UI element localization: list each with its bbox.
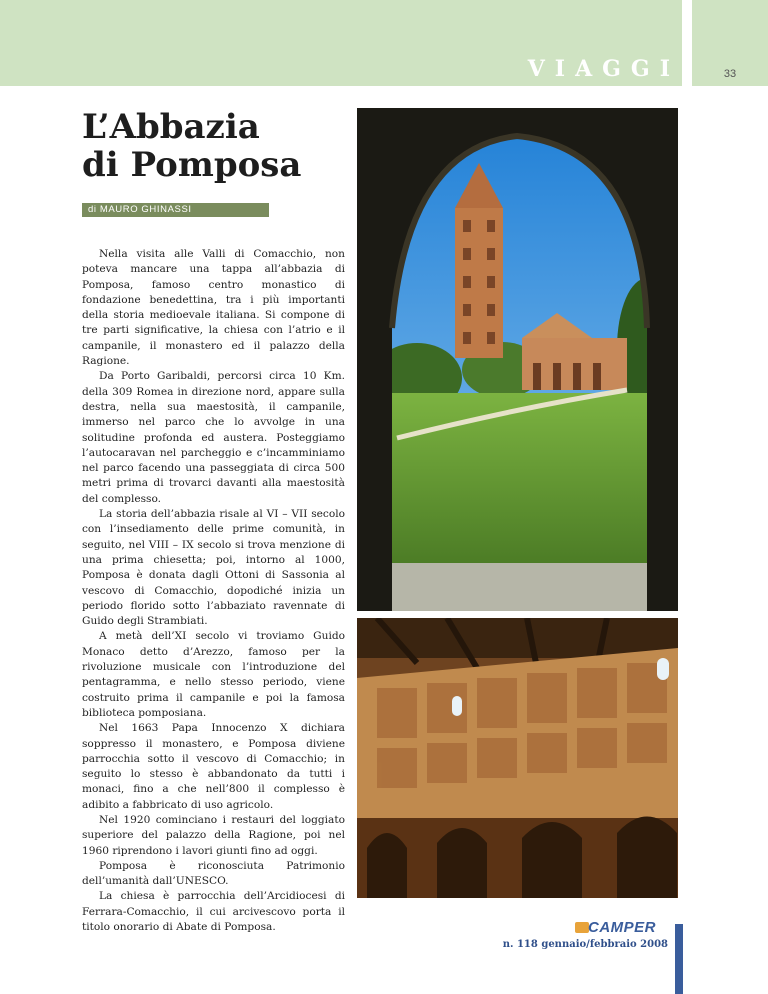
camper-logo: CAMPER <box>588 919 657 936</box>
paragraph: La storia dell’abbazia risale al VI – VII secolo con l’insediamento delle prime comunità, in seguito, nel VIII – IX secolo si trova menzione di una prima chiesetta; poi, intorno al 1000, Pomposa è donata dagli Ottoni di Sassonia al vescovo di Comacchio, dopodiché inizia un periodo florido sotto l’abbaziato ravennate di Guido degli Strambiati. <box>82 508 345 628</box>
byline: di MAURO GHINASSI <box>88 204 192 215</box>
paragraph: Nel 1920 cominciano i restauri del loggiato superiore del palazzo della Ragione, poi nel 1960 riprendono i lavori giunti fino ad oggi. <box>82 813 345 857</box>
abbey-interior-photo <box>357 618 678 898</box>
article-title-line-1: L’Abbazia <box>82 107 260 147</box>
article-title-line-2: di Pomposa <box>82 145 302 185</box>
paragraph: La chiesa è parrocchia dell’Arcidiocesi di Ferrara-Comacchio, il cui arcivescovo porta il titolo onorario di Abate di Pomposa. <box>82 890 345 934</box>
paragraph: Nel 1663 Papa Innocenzo X dichiara soppresso il monastero, e Pomposa diviene parrocchia sotto il vescovo di Comacchio; in seguito lo stesso è abbandonato da tutti i monaci, fino a che nell’800 il complesso è adibito a fabbricato di uso agricolo. <box>82 722 345 811</box>
section-title: VIAGGI <box>527 56 680 82</box>
paragraph: A metà dell’XI secolo vi troviamo Guido Monaco detto d’Arezzo, famoso per la rivoluzione musicale con l’introduzione del pentagramma, e nello stesso periodo, viene costruito prima il campanile e poi la famosa biblioteca pomposiana. <box>82 630 345 719</box>
page-number: 33 <box>723 68 737 80</box>
issue-info: n. 118 gennaio/febbraio 2008 <box>502 939 668 950</box>
margin-accent-bar <box>675 924 683 994</box>
abbey-arch-photo <box>357 108 678 611</box>
paragraph: Da Porto Garibaldi, percorsi circa 10 Km. della 309 Romea in direzione nord, appare sulla destra, nella sua maestosità, il campanile, immerso nel parco che lo avvolge in una solitudine profonda ed austera. Posteggiamo l’autocaravan nel parcheggio e c’incamminiamo nel parco facendo una passeggiata di circa 500 metri prima di trovarci davanti alla maestosità del complesso. <box>82 370 345 505</box>
article-body <box>82 247 345 935</box>
camper-logo-icon <box>575 922 589 933</box>
paragraph: Nella visita alle Valli di Comacchio, non poteva mancare una tappa all’abbazia di Pomposa, famoso centro monastico di fondazione benedettina, tra i più importanti della storia medioevale italiana. Si compone di tre parti significative, la chiesa con l’atrio e il campanile, il monastero ed il palazzo della Ragione. <box>82 248 345 368</box>
paragraph: Pomposa è riconosciuta Patrimonio dell’umanità dall’UNESCO. <box>82 859 345 888</box>
article-title <box>82 108 372 184</box>
